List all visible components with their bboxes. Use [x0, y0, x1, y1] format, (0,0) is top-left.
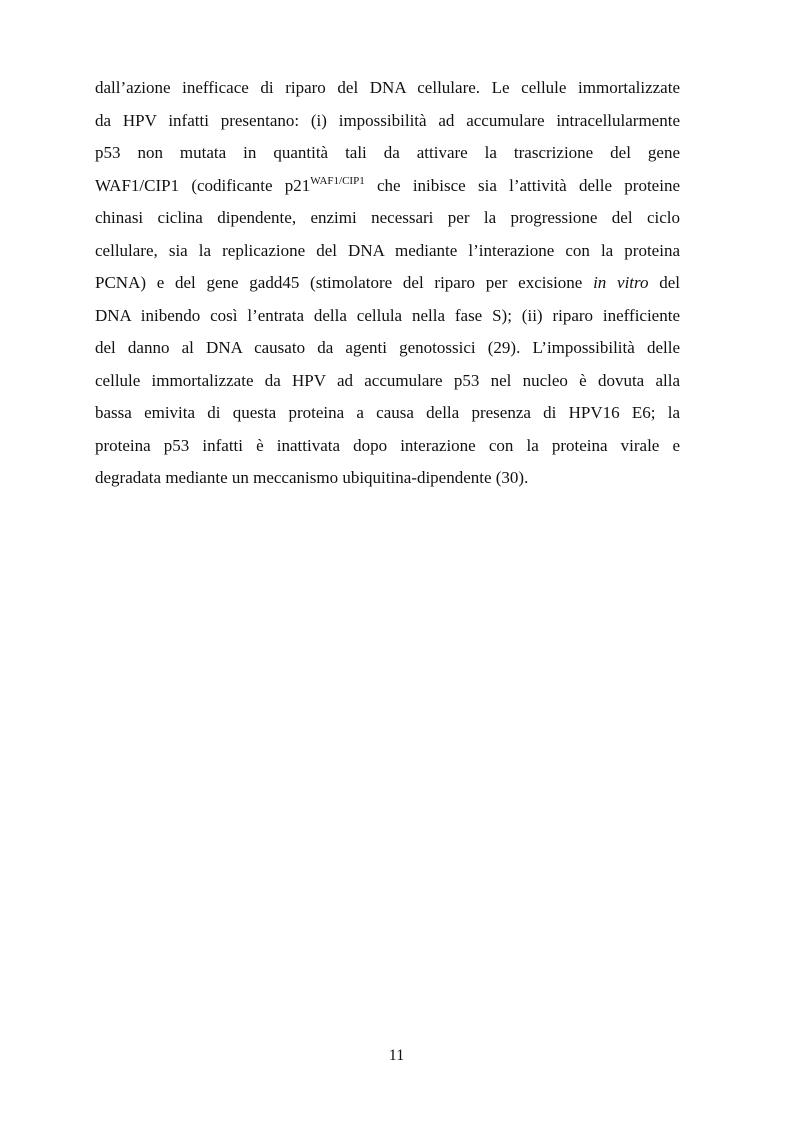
- text-line: [95, 267, 680, 300]
- italic-term: in vitro: [593, 273, 649, 292]
- superscript: WAF1/CIP1: [310, 174, 365, 187]
- text-line: p53 non mutata in quantità tali da attivare la trascrizione del gene: [95, 143, 680, 162]
- text-line: dall’azione inefficace di riparo del DNA cellulare. Le cellule immortalizzate: [95, 78, 680, 97]
- text-segment: WAF1/CIP1 (codificante p21: [95, 175, 311, 195]
- text-line: cellulare, sia la replicazione del DNA mediante l’interazione con la proteina: [95, 240, 680, 260]
- body-paragraph: [95, 72, 680, 495]
- text-line: degradata mediante un meccanismo ubiquitina-dipendente (30).: [95, 468, 529, 487]
- text-line: bassa emivita di questa proteina a causa della presenza di HPV16 E6; la: [95, 403, 680, 422]
- text-line: cellule immortalizzate da HPV ad accumulare p53 nel nucleo è dovuta alla: [95, 370, 680, 390]
- text-line: DNA inibendo così l’entrata della cellula nella fase S); (ii) riparo inefficiente: [95, 305, 680, 325]
- page-number: 11: [388, 1047, 405, 1064]
- text-line: proteina p53 infatti è inattivata dopo interazione con la proteina virale e: [95, 435, 680, 455]
- text-segment: che inibisce sia l’attività delle proteine: [364, 175, 680, 195]
- text-line: chinasi ciclina dipendente, enzimi necessari per la progressione del ciclo: [95, 208, 680, 227]
- text-segment: PCNA) e del gene gadd45 (stimolatore del riparo per excisione: [95, 273, 594, 292]
- text-line: da HPV infatti presentano: (i) impossibilità ad accumulare intracellularmente: [95, 110, 680, 130]
- text-segment: del: [648, 273, 680, 292]
- text-line: [95, 170, 680, 203]
- text-line: del danno al DNA causato da agenti genotossici (29). L’impossibilità delle: [95, 338, 680, 357]
